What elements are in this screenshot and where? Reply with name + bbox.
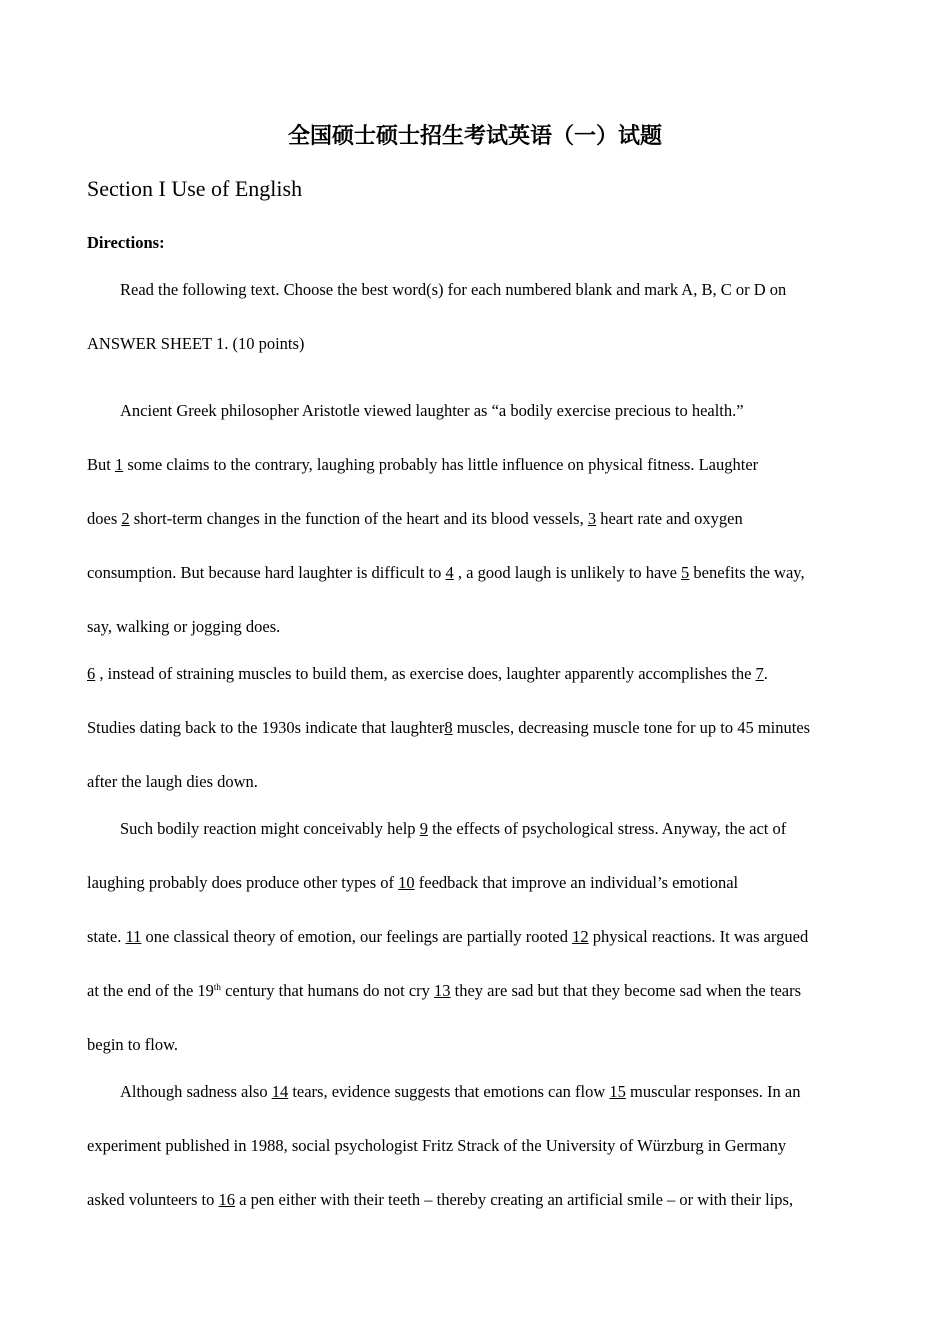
page-title: 全国硕士硕士招生考试英语（一）试题 xyxy=(287,124,662,149)
section-heading: Section I Use of English xyxy=(87,176,303,201)
passage-line-10 xyxy=(87,872,738,894)
text-segment: does xyxy=(87,509,122,528)
blank-14: 14 xyxy=(271,1082,289,1101)
text-segment: muscles, decreasing muscle tone for up to 45 minutes xyxy=(452,718,811,737)
text-segment: heart rate and oxygen xyxy=(596,509,743,528)
blank-6: 6 xyxy=(87,664,96,683)
text-segment: muscular responses. In an xyxy=(625,1082,801,1101)
text-segment: Such bodily reaction might conceivably help xyxy=(120,819,420,838)
text-segment: tears, evidence suggests that emotions can flow xyxy=(288,1082,610,1101)
blank-1: 1 xyxy=(114,455,124,474)
text-segment: physical reactions. It was argued xyxy=(588,927,809,946)
text-segment: the effects of psychological stress. Anyway, the act of xyxy=(427,819,787,838)
blank-3: 3 xyxy=(587,509,597,528)
text-segment: benefits the way, xyxy=(689,563,805,582)
text-segment: a pen either with their teeth – thereby creating an artificial smile – or with their lips, xyxy=(235,1190,794,1209)
directions-line-2: ANSWER SHEET 1. (10 points) xyxy=(87,334,305,353)
superscript-th: th xyxy=(213,982,221,992)
text-segment: laughing probably does produce other types of xyxy=(87,873,399,892)
blank-2: 2 xyxy=(121,509,130,528)
blank-16: 16 xyxy=(218,1190,236,1209)
blank-15: 15 xyxy=(609,1082,626,1101)
text-segment: Studies dating back to the 1930s indicate that laughter xyxy=(87,718,445,737)
text-segment: . xyxy=(763,664,768,683)
passage-line-14 xyxy=(87,1081,801,1103)
blank-12: 12 xyxy=(572,927,589,946)
passage-line-15: experiment published in 1988, social psychologist Fritz Strack of the University of Würzburg in Germany xyxy=(87,1136,787,1155)
blank-10: 10 xyxy=(398,873,415,892)
passage-line-7 xyxy=(87,717,810,739)
text-segment: state. xyxy=(87,927,126,946)
passage-line-1: Ancient Greek philosopher Aristotle viewed laughter as “a bodily exercise precious to health.” xyxy=(120,401,744,420)
directions-line-1: Read the following text. Choose the best word(s) for each numbered blank and mark A, B, C or D on xyxy=(120,280,787,299)
text-segment: short-term changes in the function of the heart and its blood vessels, xyxy=(129,509,588,528)
text-segment: century that humans do not cry xyxy=(220,981,435,1000)
text-segment: asked volunteers to xyxy=(87,1190,219,1209)
blank-13: 13 xyxy=(434,981,451,1000)
blank-7: 7 xyxy=(755,664,764,683)
passage-line-11 xyxy=(87,926,808,948)
passage-line-16 xyxy=(87,1189,793,1211)
passage-line-13: begin to flow. xyxy=(87,1035,179,1054)
text-segment: they are sad but that they become sad when the tears xyxy=(450,981,802,1000)
text-segment: But xyxy=(87,455,115,474)
blank-11: 11 xyxy=(125,927,142,946)
blank-8: 8 xyxy=(444,718,453,737)
passage-line-9 xyxy=(87,818,786,840)
text-segment: Although sadness also xyxy=(120,1082,272,1101)
text-segment: consumption. But because hard laughter is difficult to xyxy=(87,563,446,582)
passage-line-6 xyxy=(87,663,768,685)
text-segment: at the end of the 19 xyxy=(87,981,214,1000)
text-segment: , instead of straining muscles to build them, as exercise does, laughter apparently accomplishes the xyxy=(95,664,756,683)
blank-4: 4 xyxy=(445,563,454,582)
text-segment: , a good laugh is unlikely to have xyxy=(453,563,682,582)
text-segment: feedback that improve an individual’s emotional xyxy=(414,873,739,892)
blank-5: 5 xyxy=(681,563,690,582)
blank-9: 9 xyxy=(419,819,428,838)
text-segment: some claims to the contrary, laughing probably has little influence on physical fitness. Laughter xyxy=(123,455,759,474)
text-segment: one classical theory of emotion, our feelings are partially rooted xyxy=(141,927,573,946)
passage-line-5: say, walking or jogging does. xyxy=(87,617,281,636)
directions-label: Directions: xyxy=(87,233,165,252)
passage-line-2 xyxy=(87,454,758,476)
passage-line-3 xyxy=(87,508,743,530)
passage-line-8: after the laugh dies down. xyxy=(87,772,258,791)
passage-line-12 xyxy=(87,980,801,1002)
passage-line-4 xyxy=(87,562,805,584)
